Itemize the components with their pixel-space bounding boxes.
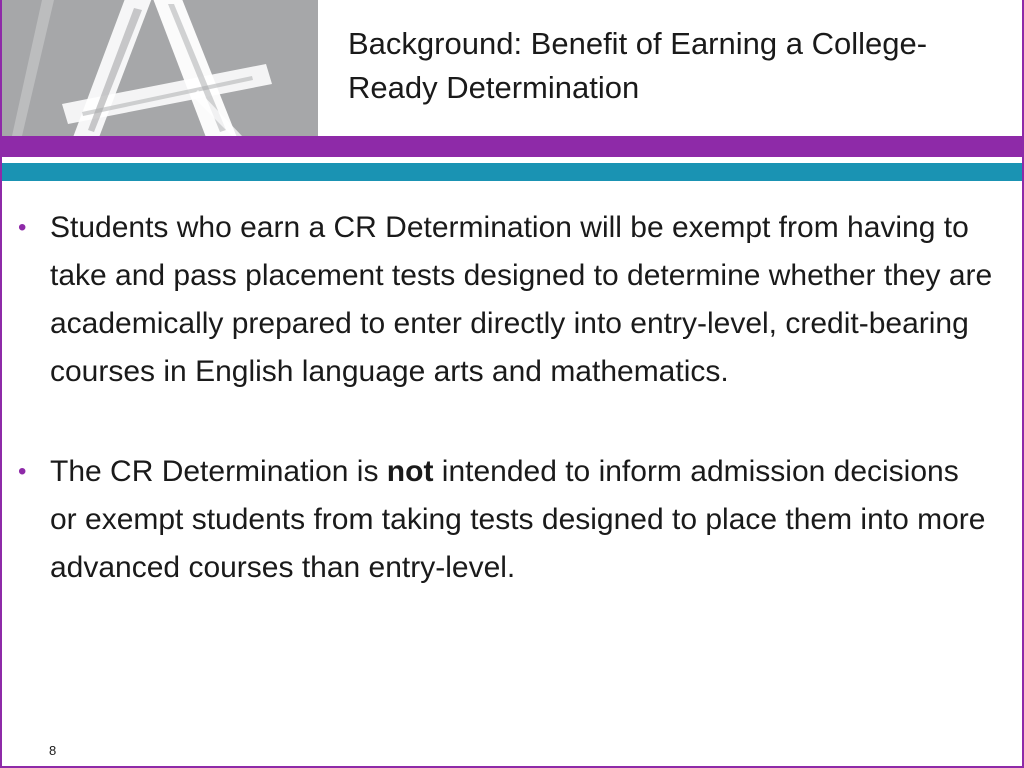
page-number: 8	[49, 743, 57, 758]
header-purple-bar	[2, 136, 1022, 157]
bullet-emphasis: not	[386, 455, 434, 488]
bullet-item-exemption	[18, 204, 993, 396]
bullet-text: Students who earn a CR Determination will be exempt from having to take and pass placement tests designed to determine whether they are academically prepared to enter directly into entry-level, credit-bearing courses in English language arts and mathematics.	[50, 211, 993, 388]
bullet-icon: •	[18, 214, 27, 241]
bullet-item-not-admission	[18, 448, 993, 592]
bullet-text-before: The CR Determination is	[50, 455, 387, 488]
header-teal-bar	[2, 163, 1022, 181]
slide-title: Background: Benefit of Earning a College- Ready Determination	[348, 26, 928, 105]
bullet-icon: •	[18, 458, 27, 485]
bullet-list	[18, 204, 993, 592]
logo-graphic	[2, 0, 318, 136]
bullet-text-after: intended to inform admission decisions or exempt students from taking tests designed to place them into more advanced courses than entry-level.	[50, 455, 986, 584]
letter-a-brushstroke-logo	[2, 0, 318, 136]
